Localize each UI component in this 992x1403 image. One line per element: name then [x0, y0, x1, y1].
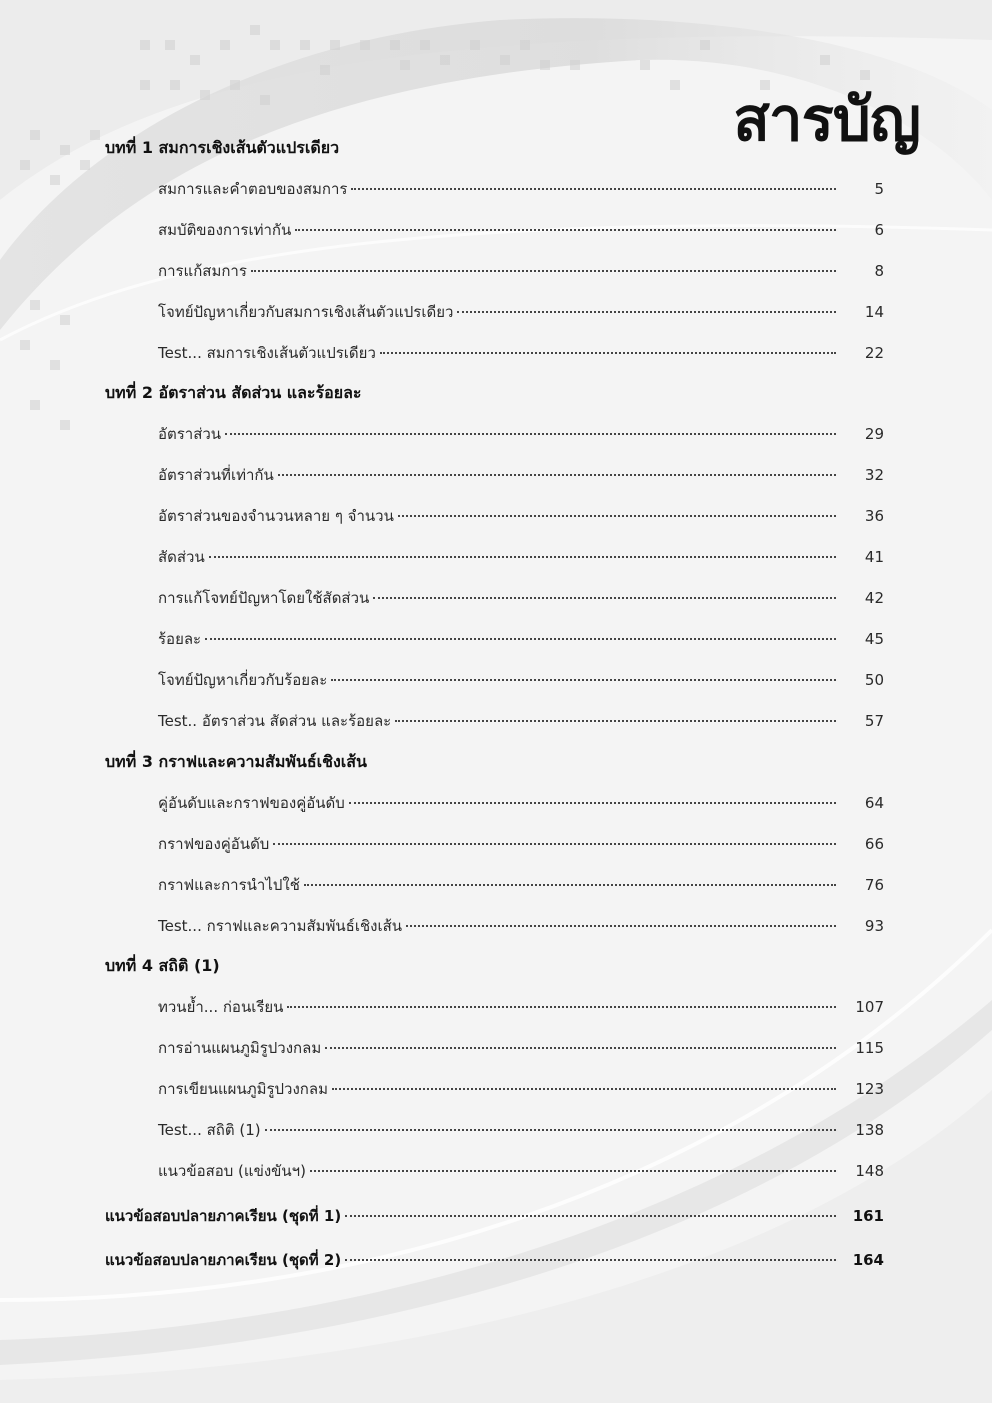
dot-leader — [310, 1169, 836, 1172]
page-number: 45 — [864, 630, 884, 648]
page-number: 93 — [864, 917, 884, 935]
page-number: 76 — [864, 876, 884, 894]
dot-leader — [406, 924, 836, 927]
entry-label: Test... สมการเชิงเส้นตัวแปรเดียว — [158, 344, 376, 362]
page-number: 29 — [864, 425, 884, 443]
entry-label: Test... กราฟและความสัมพันธ์เชิงเส้น — [158, 917, 402, 935]
page-number: 22 — [864, 344, 884, 362]
page-number: 5 — [874, 180, 884, 198]
toc-entry[interactable] — [0, 707, 992, 735]
entry-label: การแก้โจทย์ปัญหาโดยใช้สัดส่วน — [158, 589, 370, 607]
entry-label: สมการและคำตอบของสมการ — [158, 180, 348, 198]
page-number: 161 — [852, 1207, 884, 1225]
entry-label: สมบัติของการเท่ากัน — [158, 221, 292, 239]
entry-label: โจทย์ปัญหาเกี่ยวกับสมการเชิงเส้นตัวแปรเดียว — [158, 303, 454, 321]
dot-leader — [265, 1128, 836, 1131]
toc-entry[interactable] — [0, 1034, 992, 1062]
entry-label: การแก้สมการ — [158, 262, 247, 280]
chapter-4-heading-row — [0, 952, 992, 980]
dot-leader — [295, 228, 836, 231]
chapter-2-heading-row — [0, 379, 992, 407]
dot-leader — [373, 596, 836, 599]
page-title: สารบัญ — [733, 85, 920, 155]
toc-entry[interactable] — [0, 1075, 992, 1103]
dot-leader — [325, 1046, 836, 1049]
entry-label: ร้อยละ — [158, 630, 202, 648]
toc-entry[interactable] — [0, 175, 992, 203]
toc-entry[interactable] — [0, 502, 992, 530]
page-number: 107 — [855, 998, 884, 1016]
page-number: 138 — [855, 1121, 884, 1139]
chapter-1-heading-row — [0, 134, 992, 162]
toc-entry[interactable] — [0, 789, 992, 817]
page-number: 164 — [852, 1251, 884, 1269]
dot-leader — [345, 1214, 836, 1217]
page-number: 14 — [864, 303, 884, 321]
entry-label: อัตราส่วนของจำนวนหลาย ๆ จำนวน — [158, 507, 394, 525]
dot-leader — [278, 473, 836, 476]
page-number: 123 — [855, 1080, 884, 1098]
dot-leader — [287, 1005, 836, 1008]
entry-label: กราฟของคู่อันดับ — [158, 835, 270, 853]
entry-label: อัตราส่วนที่เท่ากัน — [158, 466, 274, 484]
entry-label: อัตราส่วน — [158, 425, 222, 443]
dot-leader — [380, 351, 836, 354]
entry-label: ทวนย้ำ... ก่อนเรียน — [158, 998, 284, 1016]
toc-entry[interactable] — [0, 339, 992, 367]
dot-leader — [205, 637, 836, 640]
toc-entry[interactable] — [0, 216, 992, 244]
page-number: 8 — [874, 262, 884, 280]
page-number: 148 — [855, 1162, 884, 1180]
chapter-heading: บทที่ 1 สมการเชิงเส้นตัวแปรเดียว — [105, 138, 340, 157]
toc-entry[interactable] — [0, 543, 992, 571]
entry-label: กราฟและการนำไปใช้ — [158, 876, 300, 894]
entry-label: Test.. อัตราส่วน สัดส่วน และร้อยละ — [158, 712, 392, 730]
toc-entry[interactable] — [0, 257, 992, 285]
page-number: 57 — [864, 712, 884, 730]
page-number: 66 — [864, 835, 884, 853]
page-number: 6 — [874, 221, 884, 239]
dot-leader — [209, 555, 836, 558]
dot-leader — [345, 1258, 836, 1261]
toc-entry[interactable] — [0, 1157, 992, 1185]
toc-entry[interactable] — [0, 830, 992, 858]
toc-entry[interactable] — [0, 993, 992, 1021]
entry-label: โจทย์ปัญหาเกี่ยวกับร้อยละ — [158, 671, 328, 689]
entry-label: สัดส่วน — [158, 548, 205, 566]
toc-entry[interactable] — [0, 298, 992, 326]
dot-leader — [332, 1087, 836, 1090]
toc-entry[interactable] — [0, 420, 992, 448]
toc-entry[interactable] — [0, 584, 992, 612]
page-number: 50 — [864, 671, 884, 689]
dot-leader — [273, 842, 836, 845]
page-number: 41 — [864, 548, 884, 566]
chapter-heading: บทที่ 3 กราฟและความสัมพันธ์เชิงเส้น — [105, 752, 367, 771]
page-number: 42 — [864, 589, 884, 607]
toc-entry[interactable] — [0, 666, 992, 694]
entry-label: การอ่านแผนภูมิรูปวงกลม — [158, 1039, 322, 1057]
dot-leader — [349, 801, 836, 804]
entry-label: แนวข้อสอบปลายภาคเรียน (ชุดที่ 2) — [105, 1251, 342, 1269]
toc-entry-final-exam-1[interactable] — [0, 1202, 992, 1230]
entry-label: การเขียนแผนภูมิรูปวงกลม — [158, 1080, 328, 1098]
chapter-heading: บทที่ 4 สถิติ (1) — [105, 956, 220, 975]
dot-leader — [351, 187, 836, 190]
page-number: 115 — [855, 1039, 884, 1057]
entry-label: คู่อันดับและกราฟของคู่อันดับ — [158, 794, 345, 812]
chapter-heading: บทที่ 2 อัตราส่วน สัดส่วน และร้อยละ — [105, 383, 362, 402]
toc-entry[interactable] — [0, 912, 992, 940]
chapter-3-heading-row — [0, 748, 992, 776]
dot-leader — [225, 432, 836, 435]
toc-entry-final-exam-2[interactable] — [0, 1246, 992, 1274]
dot-leader — [395, 719, 836, 722]
toc-entry[interactable] — [0, 1116, 992, 1144]
page-number: 32 — [864, 466, 884, 484]
entry-label: แนวข้อสอบปลายภาคเรียน (ชุดที่ 1) — [105, 1207, 342, 1225]
entry-label: Test... สถิติ (1) — [158, 1121, 261, 1139]
dot-leader — [251, 269, 836, 272]
dot-leader — [398, 514, 836, 517]
dot-leader — [304, 883, 836, 886]
toc-entry[interactable] — [0, 871, 992, 899]
entry-label: แนวข้อสอบ (แข่งขันฯ) — [158, 1162, 306, 1180]
dot-leader — [331, 678, 836, 681]
toc-entry[interactable] — [0, 461, 992, 489]
dot-leader — [457, 310, 836, 313]
page-number: 64 — [864, 794, 884, 812]
toc-entry[interactable] — [0, 625, 992, 653]
page-number: 36 — [864, 507, 884, 525]
